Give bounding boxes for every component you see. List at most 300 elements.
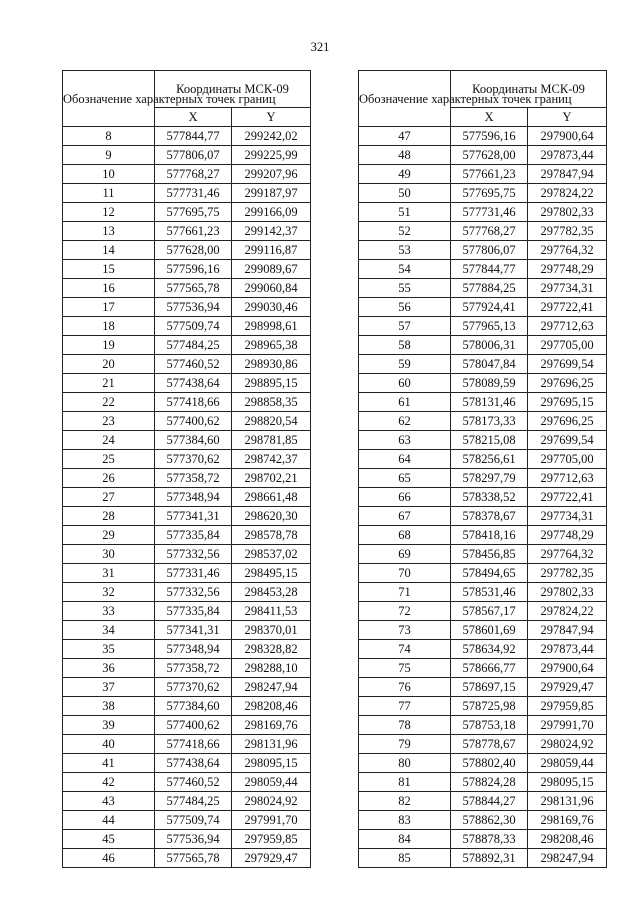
table-row xyxy=(359,697,607,716)
y-coordinate-cell: 298169,76 xyxy=(232,716,311,735)
point-number-cell: 23 xyxy=(63,412,155,431)
x-coordinate-cell: 578601,69 xyxy=(451,621,528,640)
x-coordinate-cell: 577370,62 xyxy=(155,450,232,469)
point-number-cell: 81 xyxy=(359,773,451,792)
x-coordinate-cell: 578297,79 xyxy=(451,469,528,488)
table-row xyxy=(359,279,607,298)
y-coordinate-cell: 299060,84 xyxy=(232,279,311,298)
y-coordinate-cell: 297748,29 xyxy=(528,260,607,279)
y-coordinate-cell: 297712,63 xyxy=(528,317,607,336)
table-row xyxy=(359,203,607,222)
point-number-cell: 55 xyxy=(359,279,451,298)
point-number-cell: 27 xyxy=(63,488,155,507)
x-coordinate-cell: 577438,64 xyxy=(155,374,232,393)
y-coordinate-cell: 298702,21 xyxy=(232,469,311,488)
point-number-cell: 14 xyxy=(63,241,155,260)
y-coordinate-cell: 297722,41 xyxy=(528,488,607,507)
point-label-header: Обозначение характерных точек границ xyxy=(359,71,451,127)
x-coordinate-cell: 577661,23 xyxy=(451,165,528,184)
y-coordinate-cell: 298169,76 xyxy=(528,811,607,830)
point-label-header: Обозначение характерных точек границ xyxy=(63,71,155,127)
point-number-cell: 62 xyxy=(359,412,451,431)
table-row xyxy=(63,469,311,488)
x-coordinate-cell: 578802,40 xyxy=(451,754,528,773)
point-number-cell: 12 xyxy=(63,203,155,222)
y-coordinate-cell: 299207,96 xyxy=(232,165,311,184)
y-coordinate-cell: 297705,00 xyxy=(528,336,607,355)
y-coordinate-cell: 297696,25 xyxy=(528,374,607,393)
table-row xyxy=(359,773,607,792)
x-coordinate-cell: 578892,31 xyxy=(451,849,528,868)
point-number-cell: 42 xyxy=(63,773,155,792)
point-number-cell: 69 xyxy=(359,545,451,564)
y-coordinate-cell: 299166,09 xyxy=(232,203,311,222)
x-coordinate-cell: 578697,15 xyxy=(451,678,528,697)
table-row xyxy=(63,450,311,469)
table-row xyxy=(359,260,607,279)
table-row xyxy=(359,355,607,374)
y-coordinate-cell: 297695,15 xyxy=(528,393,607,412)
x-coordinate-cell: 578047,84 xyxy=(451,355,528,374)
x-coordinate-cell: 578844,27 xyxy=(451,792,528,811)
table-row xyxy=(359,298,607,317)
x-coordinate-cell: 577596,16 xyxy=(155,260,232,279)
table-row xyxy=(359,602,607,621)
x-coordinate-cell: 577348,94 xyxy=(155,488,232,507)
x-coordinate-cell: 577695,75 xyxy=(155,203,232,222)
y-coordinate-cell: 298930,86 xyxy=(232,355,311,374)
table-row xyxy=(63,165,311,184)
y-coordinate-cell: 297959,85 xyxy=(528,697,607,716)
y-coordinate-cell: 297991,70 xyxy=(232,811,311,830)
point-number-cell: 79 xyxy=(359,735,451,754)
y-coordinate-cell: 298998,61 xyxy=(232,317,311,336)
x-coordinate-cell: 577768,27 xyxy=(155,165,232,184)
point-number-cell: 30 xyxy=(63,545,155,564)
x-coordinate-cell: 578753,18 xyxy=(451,716,528,735)
table-row xyxy=(359,564,607,583)
y-coordinate-cell: 297705,00 xyxy=(528,450,607,469)
point-number-cell: 43 xyxy=(63,792,155,811)
point-number-cell: 72 xyxy=(359,602,451,621)
x-coordinate-cell: 578418,16 xyxy=(451,526,528,545)
table-row xyxy=(63,412,311,431)
x-coordinate-cell: 578666,77 xyxy=(451,659,528,678)
x-coordinate-cell: 578089,59 xyxy=(451,374,528,393)
y-coordinate-cell: 297824,22 xyxy=(528,184,607,203)
x-coordinate-cell: 577332,56 xyxy=(155,583,232,602)
x-coordinate-cell: 577806,07 xyxy=(155,146,232,165)
y-coordinate-cell: 298661,48 xyxy=(232,488,311,507)
point-number-cell: 46 xyxy=(63,849,155,868)
point-number-cell: 85 xyxy=(359,849,451,868)
y-coordinate-cell: 298208,46 xyxy=(528,830,607,849)
point-number-cell: 54 xyxy=(359,260,451,279)
y-coordinate-cell: 299142,37 xyxy=(232,222,311,241)
point-number-cell: 20 xyxy=(63,355,155,374)
x-coordinate-cell: 578215,08 xyxy=(451,431,528,450)
x-coordinate-cell: 578173,33 xyxy=(451,412,528,431)
x-coordinate-cell: 577384,60 xyxy=(155,697,232,716)
x-coordinate-cell: 578338,52 xyxy=(451,488,528,507)
y-header: Y xyxy=(232,108,311,127)
x-coordinate-cell: 578824,28 xyxy=(451,773,528,792)
point-number-cell: 84 xyxy=(359,830,451,849)
table-row xyxy=(359,583,607,602)
table-row xyxy=(63,241,311,260)
table-row xyxy=(359,146,607,165)
y-coordinate-cell: 298781,85 xyxy=(232,431,311,450)
point-number-cell: 8 xyxy=(63,127,155,146)
table-row xyxy=(63,507,311,526)
table-row xyxy=(63,127,311,146)
table-row xyxy=(359,811,607,830)
x-header: X xyxy=(451,108,528,127)
x-coordinate-cell: 577509,74 xyxy=(155,317,232,336)
table-row xyxy=(359,165,607,184)
table-row xyxy=(63,393,311,412)
y-coordinate-cell: 298965,38 xyxy=(232,336,311,355)
x-coordinate-cell: 577341,31 xyxy=(155,507,232,526)
table-row xyxy=(359,640,607,659)
point-number-cell: 39 xyxy=(63,716,155,735)
y-coordinate-cell: 298131,96 xyxy=(232,735,311,754)
point-number-cell: 70 xyxy=(359,564,451,583)
table-row xyxy=(359,621,607,640)
table-row xyxy=(359,507,607,526)
point-number-cell: 44 xyxy=(63,811,155,830)
x-coordinate-cell: 577341,31 xyxy=(155,621,232,640)
x-coordinate-cell: 577536,94 xyxy=(155,830,232,849)
y-coordinate-cell: 299187,97 xyxy=(232,184,311,203)
y-coordinate-cell: 299242,02 xyxy=(232,127,311,146)
point-number-cell: 52 xyxy=(359,222,451,241)
y-coordinate-cell: 297748,29 xyxy=(528,526,607,545)
y-coordinate-cell: 299116,87 xyxy=(232,241,311,260)
x-coordinate-cell: 577565,78 xyxy=(155,849,232,868)
point-number-cell: 17 xyxy=(63,298,155,317)
table-row xyxy=(63,621,311,640)
x-coordinate-cell: 577484,25 xyxy=(155,792,232,811)
x-coordinate-cell: 578456,85 xyxy=(451,545,528,564)
table-row xyxy=(359,678,607,697)
y-coordinate-cell: 297802,33 xyxy=(528,583,607,602)
y-coordinate-cell: 297722,41 xyxy=(528,298,607,317)
table-row xyxy=(63,792,311,811)
y-coordinate-cell: 297782,35 xyxy=(528,564,607,583)
y-coordinate-cell: 297873,44 xyxy=(528,640,607,659)
point-number-cell: 13 xyxy=(63,222,155,241)
point-number-cell: 37 xyxy=(63,678,155,697)
x-coordinate-cell: 577628,00 xyxy=(155,241,232,260)
point-number-cell: 76 xyxy=(359,678,451,697)
x-coordinate-cell: 578006,31 xyxy=(451,336,528,355)
table-row xyxy=(63,811,311,830)
y-coordinate-cell: 297873,44 xyxy=(528,146,607,165)
point-number-cell: 35 xyxy=(63,640,155,659)
point-number-cell: 38 xyxy=(63,697,155,716)
x-coordinate-cell: 577332,56 xyxy=(155,545,232,564)
y-coordinate-cell: 298858,35 xyxy=(232,393,311,412)
point-number-cell: 34 xyxy=(63,621,155,640)
point-number-cell: 16 xyxy=(63,279,155,298)
table-row xyxy=(63,374,311,393)
y-coordinate-cell: 299089,67 xyxy=(232,260,311,279)
point-number-cell: 73 xyxy=(359,621,451,640)
point-number-cell: 26 xyxy=(63,469,155,488)
table-row xyxy=(359,545,607,564)
table-row xyxy=(359,469,607,488)
point-number-cell: 61 xyxy=(359,393,451,412)
y-coordinate-cell: 297900,64 xyxy=(528,127,607,146)
y-coordinate-cell: 298620,30 xyxy=(232,507,311,526)
y-coordinate-cell: 298328,82 xyxy=(232,640,311,659)
x-coordinate-cell: 577335,84 xyxy=(155,602,232,621)
point-number-cell: 41 xyxy=(63,754,155,773)
table-row xyxy=(359,336,607,355)
x-coordinate-cell: 577628,00 xyxy=(451,146,528,165)
table-row xyxy=(359,127,607,146)
table-row xyxy=(359,374,607,393)
point-number-cell: 50 xyxy=(359,184,451,203)
point-number-cell: 60 xyxy=(359,374,451,393)
x-coordinate-cell: 577965,13 xyxy=(451,317,528,336)
x-coordinate-cell: 577731,46 xyxy=(155,184,232,203)
y-coordinate-cell: 297991,70 xyxy=(528,716,607,735)
x-coordinate-cell: 577806,07 xyxy=(451,241,528,260)
y-coordinate-cell: 297699,54 xyxy=(528,355,607,374)
x-coordinate-cell: 577348,94 xyxy=(155,640,232,659)
x-coordinate-cell: 577460,52 xyxy=(155,355,232,374)
y-coordinate-cell: 299225,99 xyxy=(232,146,311,165)
x-coordinate-cell: 578494,65 xyxy=(451,564,528,583)
point-number-cell: 33 xyxy=(63,602,155,621)
point-number-cell: 71 xyxy=(359,583,451,602)
x-coordinate-cell: 578778,67 xyxy=(451,735,528,754)
y-coordinate-cell: 297734,31 xyxy=(528,507,607,526)
table-row xyxy=(63,298,311,317)
x-coordinate-cell: 577331,46 xyxy=(155,564,232,583)
x-coordinate-cell: 577335,84 xyxy=(155,526,232,545)
table-row xyxy=(63,830,311,849)
y-coordinate-cell: 298370,01 xyxy=(232,621,311,640)
table-row xyxy=(359,412,607,431)
x-coordinate-cell: 577844,77 xyxy=(155,127,232,146)
table-row xyxy=(359,450,607,469)
table-row xyxy=(359,849,607,868)
y-coordinate-cell: 298247,94 xyxy=(232,678,311,697)
x-coordinate-cell: 577924,41 xyxy=(451,298,528,317)
table-row xyxy=(63,317,311,336)
x-coordinate-cell: 577484,25 xyxy=(155,336,232,355)
coords-header: Координаты МСК-09 xyxy=(155,71,311,108)
coords-header: Координаты МСК-09 xyxy=(451,71,607,108)
table-row xyxy=(359,393,607,412)
y-coordinate-cell: 297734,31 xyxy=(528,279,607,298)
point-number-cell: 68 xyxy=(359,526,451,545)
y-coordinate-cell: 298537,02 xyxy=(232,545,311,564)
x-coordinate-cell: 577596,16 xyxy=(451,127,528,146)
table-row xyxy=(63,526,311,545)
table-row xyxy=(63,678,311,697)
point-number-cell: 28 xyxy=(63,507,155,526)
y-coordinate-cell: 297929,47 xyxy=(232,849,311,868)
x-header: X xyxy=(155,108,232,127)
table-row xyxy=(63,222,311,241)
y-coordinate-cell: 298411,53 xyxy=(232,602,311,621)
table-row xyxy=(63,336,311,355)
table-row xyxy=(63,754,311,773)
point-number-cell: 10 xyxy=(63,165,155,184)
table-row xyxy=(63,564,311,583)
table-row xyxy=(63,545,311,564)
point-number-cell: 56 xyxy=(359,298,451,317)
table-row xyxy=(359,716,607,735)
table-body-left xyxy=(63,127,311,868)
point-number-cell: 24 xyxy=(63,431,155,450)
x-coordinate-cell: 577400,62 xyxy=(155,716,232,735)
point-number-cell: 78 xyxy=(359,716,451,735)
x-coordinate-cell: 577731,46 xyxy=(451,203,528,222)
x-coordinate-cell: 578725,98 xyxy=(451,697,528,716)
point-number-cell: 63 xyxy=(359,431,451,450)
y-coordinate-cell: 298820,54 xyxy=(232,412,311,431)
table-row xyxy=(359,241,607,260)
x-coordinate-cell: 577384,60 xyxy=(155,431,232,450)
table-row xyxy=(63,260,311,279)
table-row xyxy=(63,431,311,450)
y-coordinate-cell: 297824,22 xyxy=(528,602,607,621)
x-coordinate-cell: 578378,67 xyxy=(451,507,528,526)
y-coordinate-cell: 297847,94 xyxy=(528,165,607,184)
y-coordinate-cell: 298208,46 xyxy=(232,697,311,716)
y-coordinate-cell: 298288,10 xyxy=(232,659,311,678)
point-number-cell: 31 xyxy=(63,564,155,583)
point-number-cell: 65 xyxy=(359,469,451,488)
point-number-cell: 32 xyxy=(63,583,155,602)
y-coordinate-cell: 298059,44 xyxy=(528,754,607,773)
y-coordinate-cell: 298247,94 xyxy=(528,849,607,868)
x-coordinate-cell: 578567,17 xyxy=(451,602,528,621)
x-coordinate-cell: 577509,74 xyxy=(155,811,232,830)
y-coordinate-cell: 298742,37 xyxy=(232,450,311,469)
y-coordinate-cell: 297696,25 xyxy=(528,412,607,431)
point-number-cell: 80 xyxy=(359,754,451,773)
x-coordinate-cell: 577370,62 xyxy=(155,678,232,697)
point-number-cell: 75 xyxy=(359,659,451,678)
table-row xyxy=(63,184,311,203)
point-number-cell: 67 xyxy=(359,507,451,526)
table-row xyxy=(63,279,311,298)
y-coordinate-cell: 298895,15 xyxy=(232,374,311,393)
y-coordinate-cell: 299030,46 xyxy=(232,298,311,317)
y-coordinate-cell: 297802,33 xyxy=(528,203,607,222)
x-coordinate-cell: 577565,78 xyxy=(155,279,232,298)
table-row xyxy=(63,716,311,735)
point-number-cell: 15 xyxy=(63,260,155,279)
y-header: Y xyxy=(528,108,607,127)
point-number-cell: 66 xyxy=(359,488,451,507)
x-coordinate-cell: 577358,72 xyxy=(155,659,232,678)
table-row xyxy=(359,830,607,849)
table-row xyxy=(359,659,607,678)
coordinates-table-right xyxy=(358,70,607,868)
point-number-cell: 77 xyxy=(359,697,451,716)
y-coordinate-cell: 298059,44 xyxy=(232,773,311,792)
x-coordinate-cell: 577460,52 xyxy=(155,773,232,792)
x-coordinate-cell: 577844,77 xyxy=(451,260,528,279)
y-coordinate-cell: 297764,32 xyxy=(528,545,607,564)
table-row xyxy=(359,184,607,203)
table-row xyxy=(359,317,607,336)
point-number-cell: 74 xyxy=(359,640,451,659)
x-coordinate-cell: 577661,23 xyxy=(155,222,232,241)
table-row xyxy=(63,488,311,507)
table-row xyxy=(63,583,311,602)
y-coordinate-cell: 298453,28 xyxy=(232,583,311,602)
point-number-cell: 25 xyxy=(63,450,155,469)
x-coordinate-cell: 577884,25 xyxy=(451,279,528,298)
x-coordinate-cell: 577400,62 xyxy=(155,412,232,431)
table-row xyxy=(63,849,311,868)
y-coordinate-cell: 298024,92 xyxy=(528,735,607,754)
point-number-cell: 9 xyxy=(63,146,155,165)
table-body-right xyxy=(359,127,607,868)
table-row xyxy=(63,659,311,678)
page-number: 321 xyxy=(310,40,330,54)
table-row xyxy=(359,735,607,754)
y-coordinate-cell: 298095,15 xyxy=(232,754,311,773)
point-number-cell: 53 xyxy=(359,241,451,260)
point-number-cell: 21 xyxy=(63,374,155,393)
table-row xyxy=(63,602,311,621)
y-coordinate-cell: 297764,32 xyxy=(528,241,607,260)
y-coordinate-cell: 297847,94 xyxy=(528,621,607,640)
x-coordinate-cell: 578878,33 xyxy=(451,830,528,849)
point-number-cell: 36 xyxy=(63,659,155,678)
point-number-cell: 64 xyxy=(359,450,451,469)
point-number-cell: 45 xyxy=(63,830,155,849)
point-number-cell: 49 xyxy=(359,165,451,184)
x-coordinate-cell: 578256,61 xyxy=(451,450,528,469)
point-number-cell: 19 xyxy=(63,336,155,355)
y-coordinate-cell: 298095,15 xyxy=(528,773,607,792)
table-row xyxy=(63,146,311,165)
y-coordinate-cell: 298495,15 xyxy=(232,564,311,583)
x-coordinate-cell: 577418,66 xyxy=(155,735,232,754)
x-coordinate-cell: 578131,46 xyxy=(451,393,528,412)
point-number-cell: 51 xyxy=(359,203,451,222)
point-number-cell: 48 xyxy=(359,146,451,165)
x-coordinate-cell: 577438,64 xyxy=(155,754,232,773)
y-coordinate-cell: 297959,85 xyxy=(232,830,311,849)
table-row xyxy=(63,640,311,659)
x-coordinate-cell: 577418,66 xyxy=(155,393,232,412)
point-number-cell: 18 xyxy=(63,317,155,336)
point-number-cell: 59 xyxy=(359,355,451,374)
point-number-cell: 58 xyxy=(359,336,451,355)
x-coordinate-cell: 578862,30 xyxy=(451,811,528,830)
y-coordinate-cell: 298024,92 xyxy=(232,792,311,811)
table-row xyxy=(63,697,311,716)
point-number-cell: 22 xyxy=(63,393,155,412)
y-coordinate-cell: 297929,47 xyxy=(528,678,607,697)
table-row xyxy=(63,355,311,374)
point-number-cell: 83 xyxy=(359,811,451,830)
table-row xyxy=(359,431,607,450)
table-row xyxy=(63,735,311,754)
table-row xyxy=(359,792,607,811)
